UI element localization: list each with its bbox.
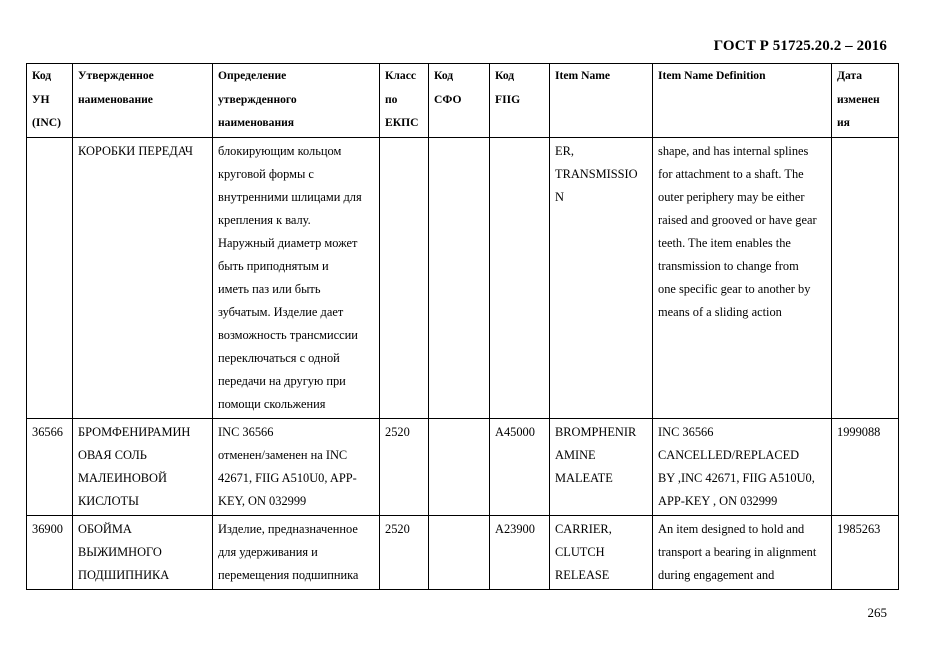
cell-text-line: KEY, ON 032999 <box>218 493 307 508</box>
header-text-line: (INC) <box>32 116 61 129</box>
cell-text-line: outer periphery may be either <box>658 189 805 204</box>
col-item-name-cell <box>550 418 653 515</box>
header-text-line: наименования <box>218 116 295 129</box>
cell-text-line: one specific gear to another by <box>658 281 811 296</box>
col-name-definition-header <box>213 64 380 138</box>
cell-text-line: RELEASE <box>555 567 610 582</box>
cell-text-line: КИСЛОТЫ <box>78 493 139 508</box>
cell-text-line: круговой формы с <box>218 166 314 181</box>
col-fiig-code-cell <box>490 418 550 515</box>
cell-text-line: for attachment to a shaft. The <box>658 166 804 181</box>
cell-text-line: блокирующим кольцом <box>218 143 342 158</box>
col-change-date-cell <box>832 515 899 589</box>
header-text-line: изменен <box>837 92 880 106</box>
cell-text-line: МАЛЕИНОВОЙ <box>78 470 167 485</box>
table-header-row <box>27 64 899 138</box>
col-inc-code-header <box>27 64 73 138</box>
col-ekps-class-cell <box>380 418 429 515</box>
header-text-line: FIIG <box>495 92 521 106</box>
page-number: 265 <box>867 605 887 620</box>
cell-text-line: 42671, FIIG A510U0, APP- <box>218 470 357 485</box>
cell-text-line: внутренними шлицами для <box>218 189 362 204</box>
cell-text-line: КОРОБКИ ПЕРЕДАЧ <box>78 143 193 158</box>
col-name-definition-cell <box>213 515 380 589</box>
col-item-name-cell <box>550 515 653 589</box>
col-approved-name-cell <box>73 515 213 589</box>
cell-text-line: Изделие, предназначенное <box>218 521 358 536</box>
cell-text-line: CARRIER, <box>555 521 612 536</box>
table-row <box>27 418 899 515</box>
header-text-line: Определение <box>218 69 287 82</box>
col-approved-name-cell <box>73 418 213 515</box>
cell-text-line: возможность трансмиссии <box>218 327 358 342</box>
cell-text-line: CANCELLED/REPLACED <box>658 447 800 462</box>
cell-text-line: INC 36566 <box>658 424 714 439</box>
cell-text-line: TRANSMISSIO <box>555 166 638 181</box>
col-sfo-code-header <box>429 64 490 138</box>
cell-text-line: ПОДШИПНИКА <box>78 567 170 582</box>
col-approved-name-cell <box>73 137 213 418</box>
col-approved-name-header <box>73 64 213 138</box>
catalog-table <box>26 63 899 590</box>
cell-text-line: помощи скольжения <box>218 396 326 411</box>
header-text-line: Код <box>495 69 515 82</box>
cell-text-line: means of a sliding action <box>658 304 782 319</box>
cell-text-line: BROMPHENIR <box>555 424 637 439</box>
header-text-line: ия <box>837 116 850 129</box>
cell-text-line: быть приподнятым и <box>218 258 329 273</box>
cell-text-line: raised and grooved or have gear <box>658 212 817 227</box>
header-text-line: утвержденного <box>218 92 297 106</box>
cell-text-line: MALEATE <box>555 470 613 485</box>
header-text-line: Утвержденное <box>78 69 154 82</box>
header-text-line: УН <box>32 92 50 106</box>
cell-text-line: Наружный диаметр может <box>218 235 358 250</box>
cell-text-line: 1999088 <box>837 424 881 439</box>
col-item-name-definition-cell <box>653 418 832 515</box>
header-text-line: Класс <box>385 69 416 82</box>
cell-text-line: БРОМФЕНИРАМИН <box>78 424 191 439</box>
cell-text-line: 2520 <box>385 424 410 439</box>
cell-text-line: 36566 <box>32 424 63 439</box>
header-text-line: Код <box>434 69 454 82</box>
cell-text-line: teeth. The item enables the <box>658 235 791 250</box>
cell-text-line: отменен/заменен на INC <box>218 447 348 462</box>
col-item-name-cell <box>550 137 653 418</box>
cell-text-line: during engagement and <box>658 567 775 582</box>
col-inc-code-cell <box>27 137 73 418</box>
cell-text-line: A23900 <box>495 521 535 536</box>
cell-text-line: transport a bearing in alignment <box>658 544 817 559</box>
cell-text-line: крепления к валу. <box>218 212 311 227</box>
cell-text-line: переключаться с одной <box>218 350 340 365</box>
cell-text-line: An item designed to hold and <box>658 521 805 536</box>
col-sfo-code-cell <box>429 515 490 589</box>
cell-text-line: transmission to change from <box>658 258 799 273</box>
cell-text-line: 2520 <box>385 521 410 536</box>
header-text-line: СФО <box>434 92 462 106</box>
col-inc-code-cell <box>27 515 73 589</box>
col-fiig-code-cell <box>490 515 550 589</box>
cell-text-line: BY ,INC 42671, FIIG A510U0, <box>658 470 815 485</box>
header-text-line: Код <box>32 69 52 82</box>
col-item-name-definition-header <box>653 64 832 138</box>
col-sfo-code-cell <box>429 137 490 418</box>
header-text-line: наименование <box>78 92 153 106</box>
col-name-definition-cell <box>213 137 380 418</box>
standard-code-header: ГОСТ Р 51725.20.2 – 2016 <box>713 38 887 54</box>
header-text-line: по <box>385 92 398 106</box>
cell-text-line: ОВАЯ СОЛЬ <box>78 447 147 462</box>
header-text-line: Дата <box>837 69 863 82</box>
cell-text-line: 36900 <box>32 521 63 536</box>
header-text-line: ЕКПС <box>385 116 419 129</box>
cell-text-line: перемещения подшипника <box>218 567 359 582</box>
col-change-date-cell <box>832 418 899 515</box>
cell-text-line: CLUTCH <box>555 544 605 559</box>
col-change-date-cell <box>832 137 899 418</box>
col-fiig-code-header <box>490 64 550 138</box>
header-text-line: Item Name <box>555 69 611 82</box>
cell-text-line: ВЫЖИМНОГО <box>78 544 162 559</box>
col-ekps-class-cell <box>380 515 429 589</box>
cell-text-line: для удерживания и <box>218 544 318 559</box>
col-ekps-class-header <box>380 64 429 138</box>
header-text-line: Item Name Definition <box>658 69 766 82</box>
col-item-name-definition-cell <box>653 137 832 418</box>
col-item-name-definition-cell <box>653 515 832 589</box>
cell-text-line: AMINE <box>555 447 596 462</box>
table-body <box>27 137 899 589</box>
cell-text-line: ER, <box>555 143 574 158</box>
cell-text-line: A45000 <box>495 424 535 439</box>
table-row <box>27 515 899 589</box>
col-inc-code-cell <box>27 418 73 515</box>
col-ekps-class-cell <box>380 137 429 418</box>
col-change-date-header <box>832 64 899 138</box>
cell-text-line: зубчатым. Изделие дает <box>218 304 344 319</box>
cell-text-line: 1985263 <box>837 521 881 536</box>
cell-text-line: APP-KEY , ON 032999 <box>658 493 778 508</box>
cell-text-line: ОБОЙМА <box>78 521 132 536</box>
table-row <box>27 137 899 418</box>
col-name-definition-cell <box>213 418 380 515</box>
cell-text-line: shape, and has internal splines <box>658 143 809 158</box>
col-sfo-code-cell <box>429 418 490 515</box>
col-item-name-header <box>550 64 653 138</box>
cell-text-line: INC 36566 <box>218 424 274 439</box>
cell-text-line: N <box>555 189 564 204</box>
cell-text-line: иметь паз или быть <box>218 281 321 296</box>
cell-text-line: передачи на другую при <box>218 373 346 388</box>
col-fiig-code-cell <box>490 137 550 418</box>
